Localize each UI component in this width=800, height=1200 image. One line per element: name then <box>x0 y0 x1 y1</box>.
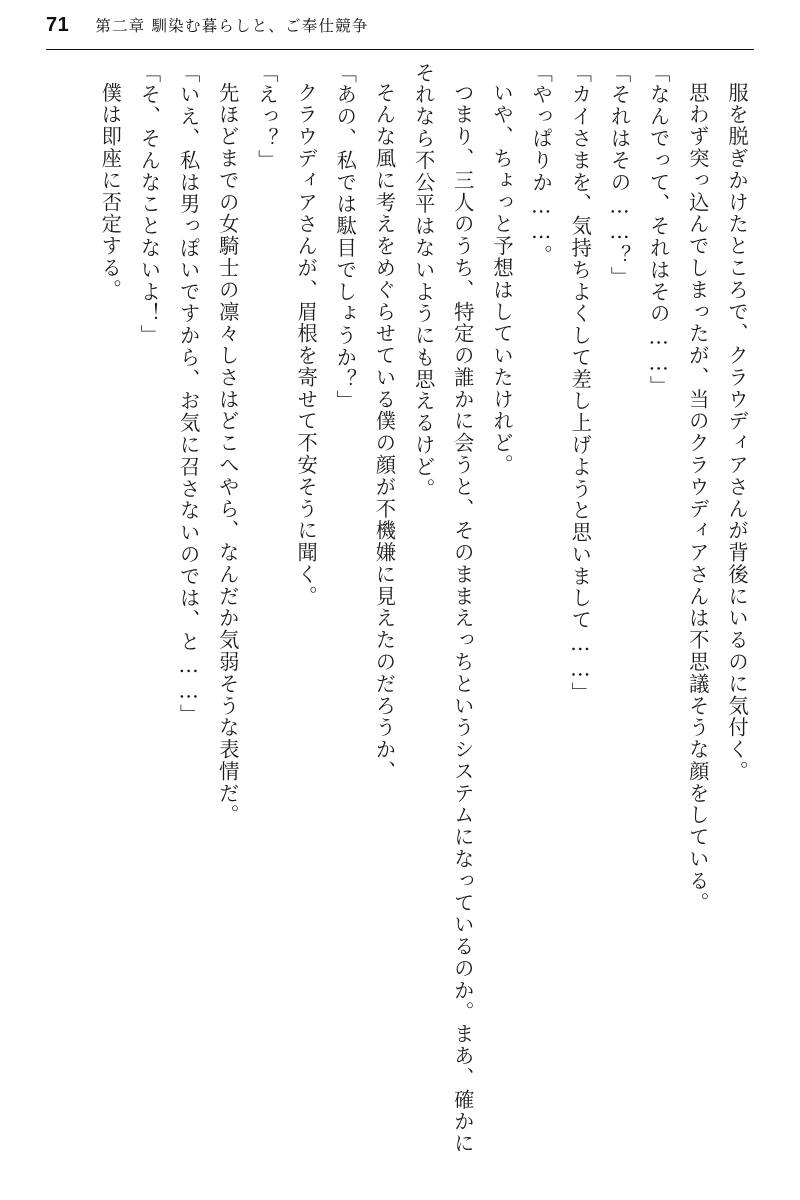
body-paragraph: 「あの、私では駄目でしょうか？」 <box>333 62 358 413</box>
body-paragraph: 「なんでって、それはその……」 <box>646 62 671 398</box>
body-paragraph: つまり、三人のうち、特定の誰かに会うと、そのままえっちというシステムになっているのか。まあ、確かにそれなら不公平はないようにも思えるけど。 <box>411 62 475 1155</box>
body-paragraph: 服を脱ぎかけたところで、クラウディアさんが背後にいるのに気付く。 <box>725 82 749 783</box>
body-paragraph: 「いえ、私は男っぽいですから、お気に召さないのでは、と……」 <box>176 62 201 727</box>
body-paragraph: 思わず突っ込んでしまったが、当のクラウディアさんは不思議そうな顔をしている。 <box>685 82 710 915</box>
running-head <box>0 0 800 50</box>
page-number: 71 <box>46 13 70 36</box>
page-body <box>44 62 756 1166</box>
body-paragraph: クラウディアさんが、眉根を寄せて不安そうに聞く。 <box>294 82 319 608</box>
body-paragraph: 「それはその……？」 <box>607 62 632 289</box>
body-paragraph: 「そ、そんなことないよ！」 <box>137 62 162 347</box>
body-paragraph: そんな風に考えをめぐらせている僕の顔が不機嫌に見えたのだろうか、 <box>372 82 397 783</box>
header-divider <box>46 49 754 50</box>
body-paragraph: 「カイさまを、気持ちよくして差し上げようと思いまして……」 <box>568 62 593 705</box>
chapter-title: 第二章 馴染む暮らしと、ご奉仕競争 <box>95 17 369 35</box>
body-paragraph: 「やっぱりか……。 <box>529 62 554 267</box>
body-paragraph: 「えっ？」 <box>254 62 279 172</box>
body-paragraph: 僕は即座に否定する。 <box>98 82 123 302</box>
vertical-text-column <box>44 62 756 1166</box>
body-paragraph: いや、ちょっと予想はしていたけれど。 <box>489 82 514 477</box>
body-paragraph: 先ほどまでの女騎士の凛々しさはどこへやら、なんだか気弱そうな表情だ。 <box>215 82 240 827</box>
